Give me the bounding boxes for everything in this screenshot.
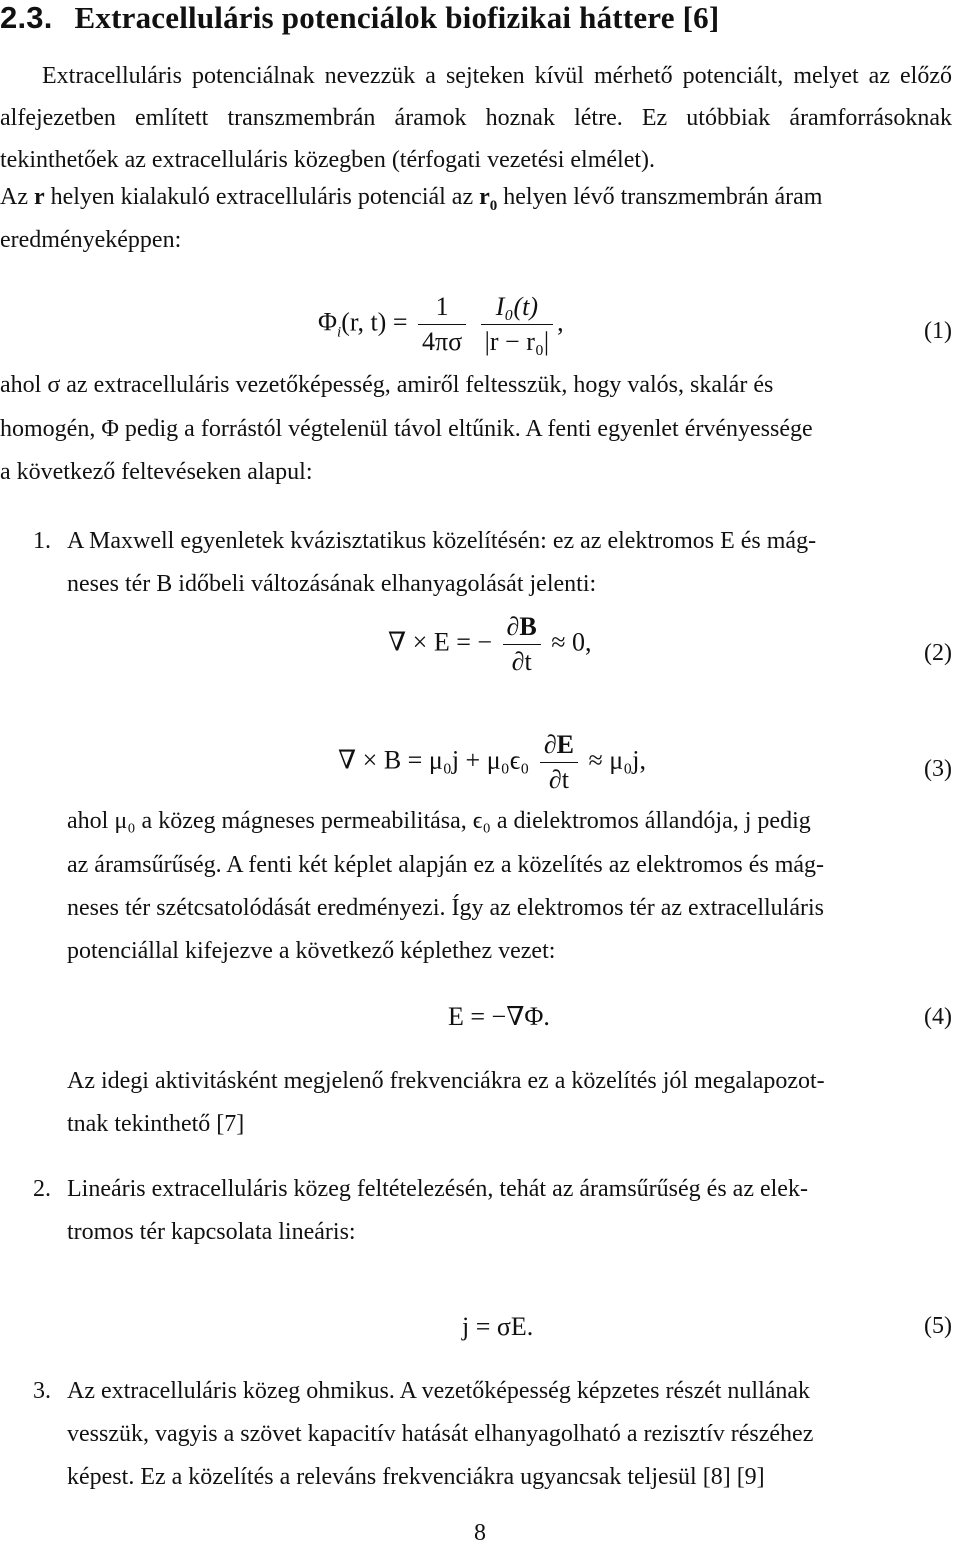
list-item-text: potenciállal kifejezve a következő képlethez vezet: [67, 938, 556, 964]
equation-number: (5) [924, 1313, 952, 1339]
list-item-text: vesszük, vagyis a szövet kapacitív hatását elhanyagolható a rezisztív részéhez [67, 1421, 814, 1447]
section-heading [0, 0, 719, 36]
list-item-text: Lineáris extracelluláris közeg feltételezésén, tehát az áramsűrűség és az elek- [67, 1176, 808, 1202]
equation-2: ∇ × E = − $\frac{\partial B}{\partial t}$ ≈ 0, [388, 612, 592, 676]
equation-1: $\Phi_i(r$, t) = $\frac{1}{4\pi\sigma}$ $\frac{\text{I₀(t)}}{\text{|r − r₀|}}$ , [318, 292, 564, 356]
section-title: Extracelluláris potenciálok biofizikai háttere [6] [74, 0, 720, 35]
source-position-vector: r [479, 184, 490, 210]
equation-4: E = −∇Φ. [448, 1002, 550, 1031]
list-number: 3. [33, 1378, 51, 1404]
list-number: 1. [33, 528, 51, 554]
equation-number: (4) [924, 1004, 952, 1030]
list-item-text: ahol μ₀ a közeg mágneses permeabilitása, ϵ₀ a dielektromos állandója, j pedig [67, 808, 811, 834]
list-item-text: Az idegi aktivitásként megjelenő frekvenciákra ez a közelítés jól megalapozot- [67, 1068, 825, 1094]
list-item-text: tnak tekinthető [7] [67, 1111, 245, 1137]
intro-paragraph: Extracelluláris potenciálnak nevezzük a sejteken kívül mérhető potenciált, melyet az előző alfejezetben említett transzmembrán áramok hoznak létre. Ez utóbbiak áramforrásoknak tekinthetőek az extracelluláris közegben (térfogati vezetési elmélet). [0, 63, 952, 173]
fraction: $\frac{\partial B}{\partial t}$ [503, 612, 541, 677]
position-vector: r [33, 184, 45, 210]
intro-sentence-end: eredményeképpen: [0, 227, 182, 253]
page-number: 8 [474, 1520, 486, 1546]
list-item-text: neses tér B időbeli változásának elhanyagolását jelenti: [67, 571, 597, 597]
list-item-text: képest. Ez a közelítés a releváns frekvenciákra ugyancsak teljesül [8] [9] [67, 1464, 765, 1490]
fraction: $\frac{1}{4\pi\sigma}$ [418, 292, 466, 357]
equation-5: j = σE. [462, 1312, 534, 1341]
equation-number: (1) [924, 318, 952, 344]
list-item-text: tromos tér kapcsolata lineáris: [67, 1219, 356, 1245]
list-item-text: neses tér szétcsatolódását eredményezi. Így az elektromos tér az extracelluláris [67, 895, 824, 921]
intro-sentence: Az r helyen kialakuló extracelluláris potenciál az $r_0$ helyen lévő transzmembrán áram [0, 184, 823, 214]
list-item-text: az áramsűrűség. A fenti két képlet alapján ez a közelítés az elektromos és mág- [67, 852, 825, 878]
section-number: 2.3. [0, 0, 53, 35]
list-number: 2. [33, 1176, 51, 1202]
text-line: homogén, Φ pedig a forrástól végtelenül távol eltűnik. A fenti egyenlet érvényessége [0, 416, 813, 442]
text-line: ahol σ az extracelluláris vezetőképesség, amiről feltesszük, hogy valós, skalár és [0, 372, 774, 398]
fraction: $\frac{\partial E}{\partial t}$ [540, 730, 578, 795]
text-line: a következő feltevéseken alapul: [0, 459, 313, 485]
list-item-text: A Maxwell egyenletek kvázisztatikus közelítésén: ez az elektromos E és mág- [67, 528, 817, 554]
equation-number: (3) [924, 756, 952, 782]
list-item-text: Az extracelluláris közeg ohmikus. A vezetőképesség képzetes részét nullának [67, 1378, 811, 1404]
equation-number: (2) [924, 640, 952, 666]
fraction: $\frac{\text{I₀(t)}}{\text{|r − r₀|}}$ [481, 292, 553, 357]
equation-3: ∇ × B = μ₀j + μ₀ϵ₀ $\frac{\partial E}{\partial t}$ ≈ μ₀j, [338, 730, 647, 794]
